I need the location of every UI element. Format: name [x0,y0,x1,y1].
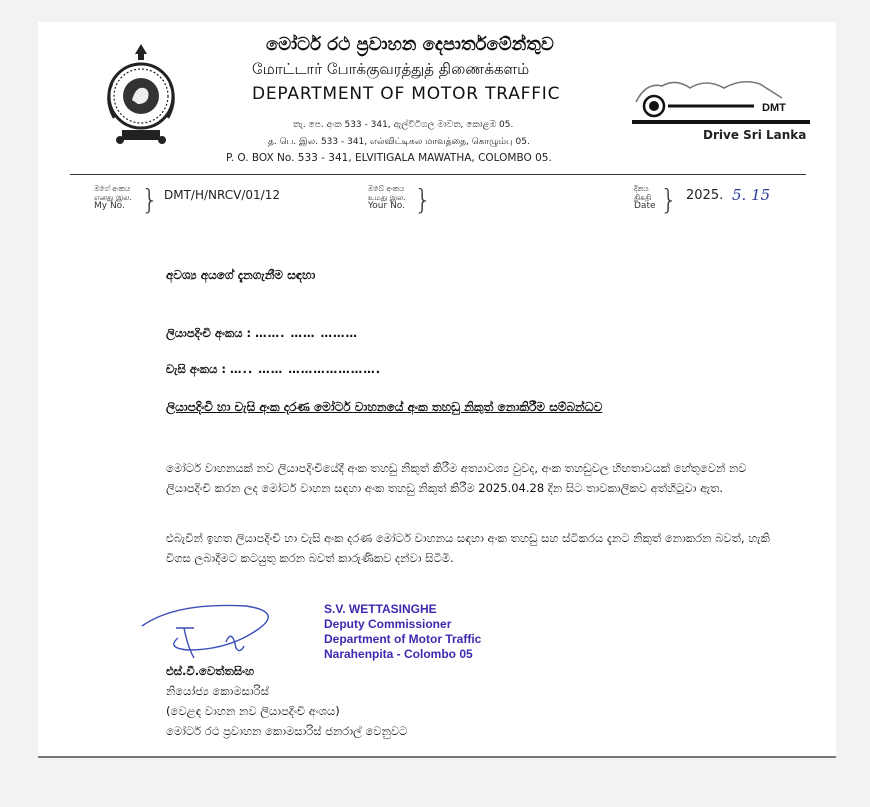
date-label-ta: திகதி [634,193,652,202]
dmt-logo [632,76,812,132]
date-brace: } [660,183,678,216]
stamp-department: Department of Motor Traffic [324,632,482,646]
header-divider [70,174,806,175]
official-stamp [324,602,481,662]
your-no-label-ta: உமது இல. [368,193,406,202]
title-tamil: மோட்டார் போக்குவரத்துத் திணைக்களம் [252,60,530,78]
date-label-en: Date [634,201,656,211]
your-no-labels [368,184,406,211]
license-value: ……. …… ……… [255,326,359,340]
paragraph-2: එබැවින් ඉහත ලියාපදිංචි හා චැසි අංක දරණ මෝටර් වාහනය සඳහා අංක තහඩු සහ ස්ටිකරය දැනට නිකුත් නොකරන බවත්, හැකි විගස ලබාදීමට කටයුතු කරන බවත් කාරුණිකව දන්වා සිටිමි. [166,531,770,565]
date-labels [634,184,656,211]
your-no-label-en: Your No. [368,201,406,211]
your-no-brace: } [414,183,432,216]
signatory-on-behalf: මෝටර් රථ ප්‍රවාහන කොමසාරිස් ජනරාල් වෙනුවට [166,724,408,738]
date-printed: 2025. [686,188,724,203]
my-no-value: DMT/H/NRCV/01/12 [164,188,280,202]
tagline: Drive Sri Lanka [703,128,807,142]
state-emblem-icon [100,40,182,150]
subject-line: ලියාපදිංචි හා චැසි අංක දරණ මෝටර් වාහනයේ අංක තහඩු නිකුත් නොකිරීම සම්බන්ධව [166,400,603,414]
signatory-division: (වෙළඳ වාහන නව ලියාපදිංචි අංශය) [166,704,340,718]
your-no-label-si: ඔබේ අංකය [368,184,405,193]
chassis-number-row [166,362,381,377]
page-bottom-edge [38,756,836,758]
date-label-si: දිනය [634,184,649,193]
address-tamil: த. பெ. இல. 533 - 341, எல்விட்டிகல மாவத்தை, கொழும்பு 05. [268,137,530,147]
address-english: P. O. BOX No. 533 - 341, ELVITIGALA MAWATHA, COLOMBO 05. [226,152,552,164]
stamp-name: S.V. WETTASINGHE [324,602,437,616]
signatory-designation: නියෝජ්‍ය කොමසාරිස් [166,684,269,698]
license-number-row [166,326,358,341]
title-english: DEPARTMENT OF MOTOR TRAFFIC [252,84,561,104]
license-label: ලියාපදිංචි අංකය : [166,326,252,340]
handwritten-signature [136,598,306,666]
chassis-value: ….. …… …………………. [229,362,382,376]
address-sinhala: තැ. පෙ. අංක 533 - 341, ඇල්විටිගල මාවත, කොළඹ 05. [293,120,514,130]
dmt-logo-text: DMT [762,102,786,114]
my-no-brace: } [141,183,159,216]
stamp-title: Deputy Commissioner [324,617,452,631]
title-sinhala: මෝටර් රථ ප්‍රවාහන දෙපාර්තමේන්තුව [266,34,554,55]
stamp-location: Narahenpita - Colombo 05 [324,647,473,661]
signatory-name: එස්.වී.වෙත්තසිංහ [166,664,255,678]
letter-page [38,22,836,758]
my-no-label-ta: எனது இல. [94,193,132,202]
chassis-label: චැසි අංකය : [166,362,226,376]
paragraph-1: මෝටර් වාහනයක් නව ලියාපදිංචියේදී අංක තහඩු නිකුත් කිරීම අත්‍යාවශ්‍ය වුවද, අංක තහඩුවල හිඟතාවයක් හේතුවෙන් නව ලියාපදිංචි කරන ලද මෝටර් වාහන සඳහා අංක තහඩු නිකුත් කිරීම 2025.04.28 දින සිට තාවකාලිකව අත්හිටුවා ඇත. [166,461,747,495]
date-handwritten: 5. 15 [732,186,771,204]
my-no-label-si: මගේ අංකය [94,184,131,193]
my-no-label-en: My No. [94,201,125,211]
my-no-labels [94,184,132,211]
salutation: අවශ්‍ය අයගේ දැනගැනීම සඳහා [166,268,316,282]
